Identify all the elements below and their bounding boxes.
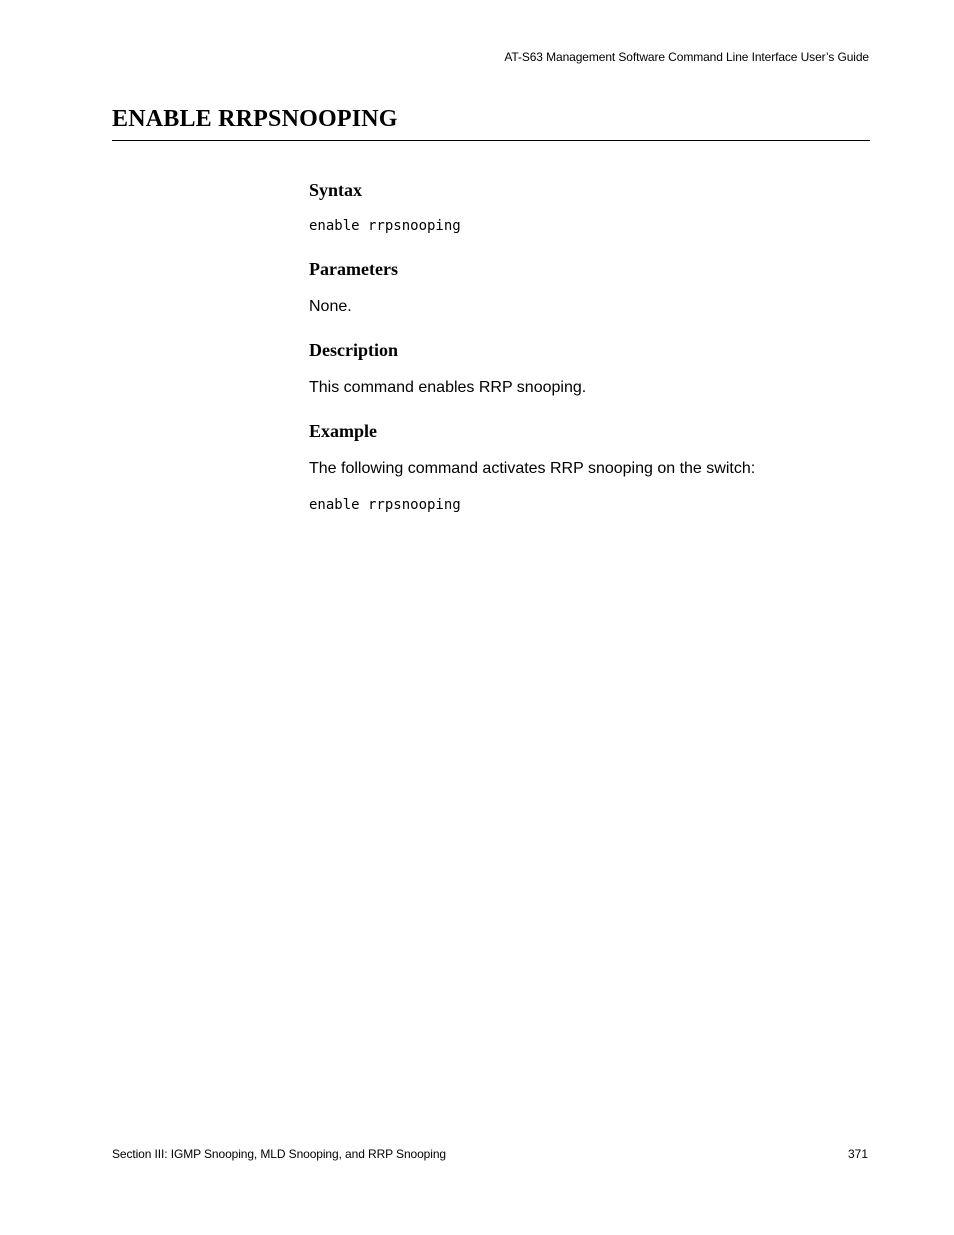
syntax-heading: Syntax (309, 180, 363, 200)
parameters-heading: Parameters (309, 259, 398, 279)
page-title: ENABLE RRPSNOOPING (112, 106, 398, 132)
description-heading: Description (309, 340, 398, 360)
running-header: AT-S63 Management Software Command Line Interface User’s Guide (504, 50, 869, 64)
description-text: This command enables RRP snooping. (309, 379, 587, 396)
syntax-code: enable rrpsnooping (309, 218, 461, 234)
page-number: 371 (847, 1147, 868, 1161)
example-text: The following command activates RRP snooping on the switch: (309, 460, 756, 477)
example-heading: Example (309, 421, 378, 441)
example-code: enable rrpsnooping (309, 497, 461, 513)
footer-section-label: Section III: IGMP Snooping, MLD Snooping, and RRP Snooping (112, 1147, 446, 1161)
title-divider (112, 140, 870, 141)
parameters-text: None. (309, 298, 352, 315)
